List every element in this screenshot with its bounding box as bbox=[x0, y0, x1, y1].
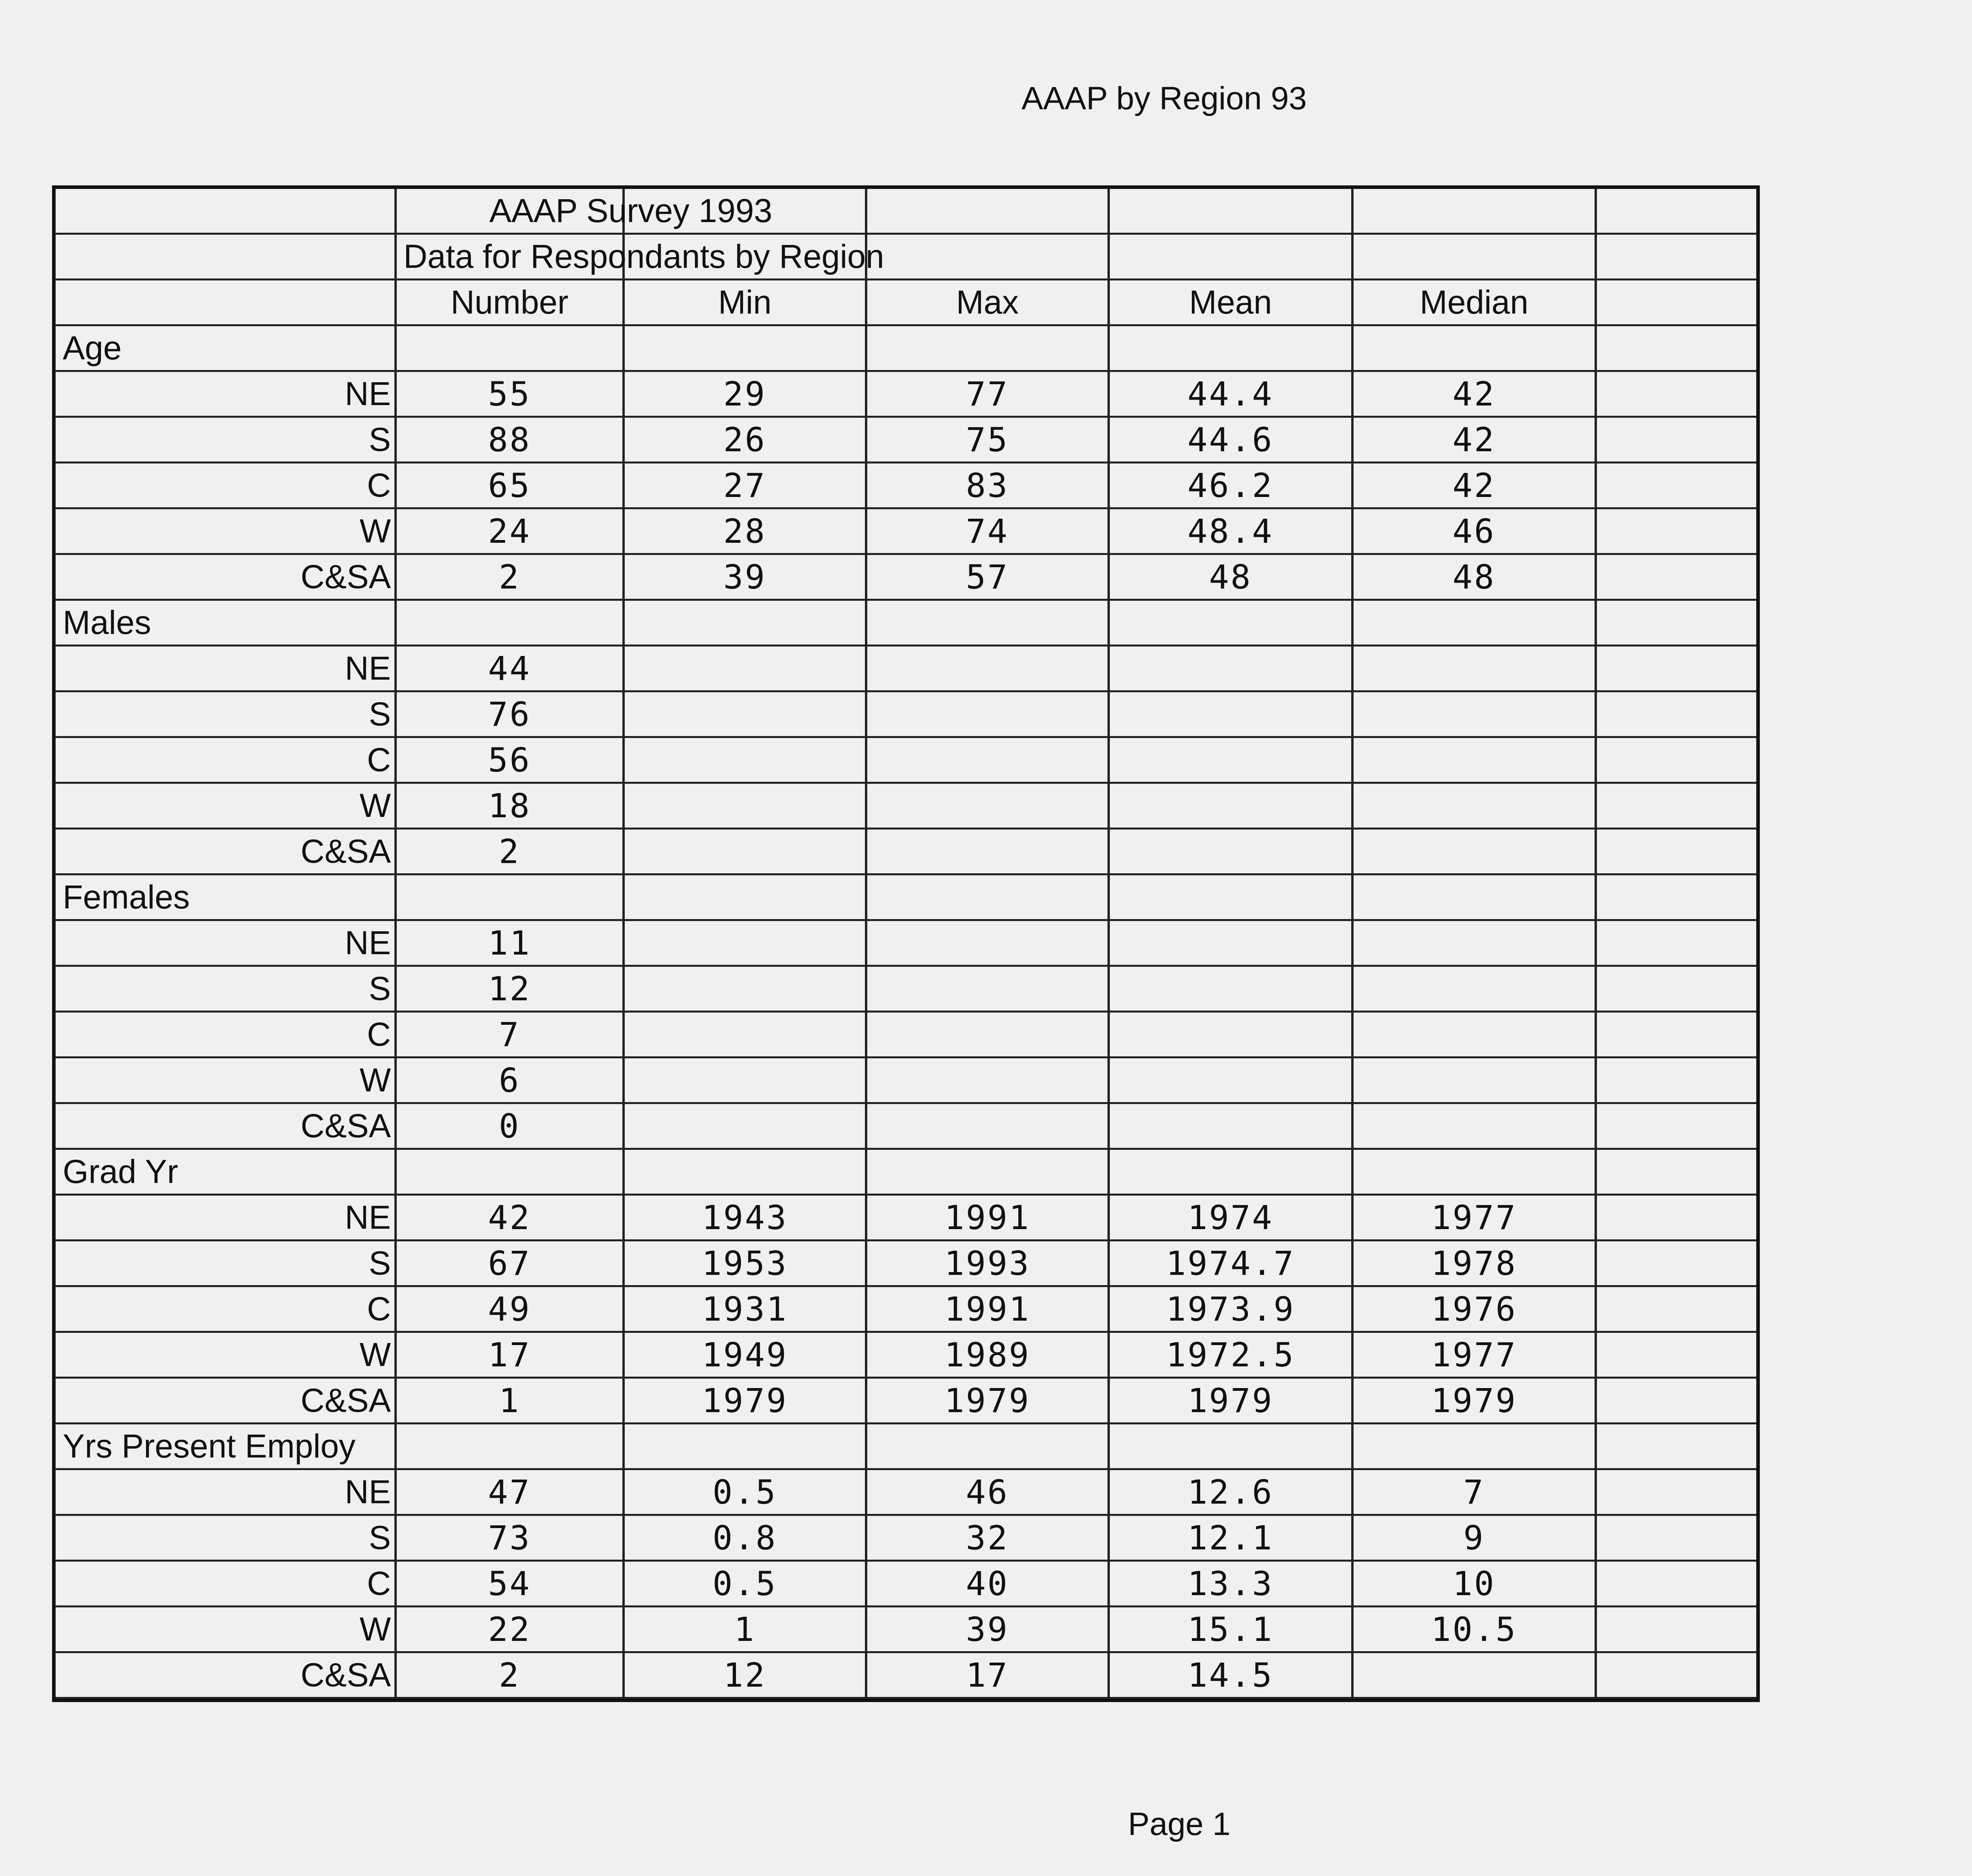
data-cell: 44.4 bbox=[1187, 374, 1274, 413]
region-label: C&SA bbox=[301, 1107, 391, 1144]
data-cell: 15.1 bbox=[1187, 1610, 1274, 1649]
data-cell bbox=[1352, 647, 1596, 690]
table-row bbox=[56, 1607, 1756, 1653]
data-cell bbox=[1352, 1104, 1596, 1148]
data-cell bbox=[866, 921, 1109, 965]
data-cell: 1949 bbox=[702, 1335, 788, 1374]
data-cell: 1976 bbox=[1431, 1289, 1517, 1329]
data-cell bbox=[1109, 738, 1352, 782]
caption-row bbox=[56, 189, 1756, 235]
data-cell bbox=[1109, 692, 1352, 736]
region-label: C&SA bbox=[301, 1382, 391, 1419]
data-cell: 39 bbox=[965, 1610, 1009, 1649]
data-cell: 6 bbox=[499, 1061, 521, 1100]
data-cell: 22 bbox=[488, 1610, 531, 1649]
data-cell: 0 bbox=[499, 1106, 521, 1145]
data-cell: 55 bbox=[488, 374, 531, 413]
data-cell bbox=[1352, 1058, 1596, 1102]
column-header: Mean bbox=[1189, 284, 1272, 321]
column-header: Max bbox=[956, 284, 1019, 321]
column-header: Median bbox=[1419, 284, 1529, 321]
data-cell: 26 bbox=[723, 420, 767, 459]
table-row bbox=[56, 1470, 1756, 1516]
region-label: W bbox=[359, 1061, 391, 1099]
data-cell: 1974.7 bbox=[1166, 1244, 1295, 1283]
data-cell: 2 bbox=[499, 557, 521, 596]
data-cell bbox=[1109, 830, 1352, 873]
data-cell: 1979 bbox=[702, 1381, 788, 1420]
table-row bbox=[56, 784, 1756, 830]
data-cell: 1977 bbox=[1431, 1335, 1517, 1374]
data-cell bbox=[624, 1058, 866, 1102]
region-label: W bbox=[359, 787, 391, 824]
section-label: Males bbox=[63, 604, 151, 641]
data-cell: 1978 bbox=[1431, 1244, 1517, 1283]
data-cell: 42 bbox=[1452, 420, 1496, 459]
data-cell bbox=[624, 921, 866, 965]
section-row bbox=[56, 1150, 1756, 1196]
data-cell bbox=[866, 1013, 1109, 1056]
data-cell bbox=[1352, 830, 1596, 873]
table-row bbox=[56, 1516, 1756, 1562]
region-label: S bbox=[368, 695, 391, 732]
data-cell: 14.5 bbox=[1187, 1656, 1274, 1695]
data-cell: 7 bbox=[499, 1015, 521, 1054]
data-cell bbox=[624, 1104, 866, 1148]
data-cell bbox=[1352, 921, 1596, 965]
data-cell: 42 bbox=[488, 1198, 531, 1237]
data-cell: 10 bbox=[1452, 1564, 1496, 1603]
data-cell: 56 bbox=[488, 740, 531, 779]
data-cell: 46.2 bbox=[1187, 466, 1274, 505]
data-cell: 2 bbox=[499, 832, 521, 871]
data-cell: 47 bbox=[488, 1472, 531, 1512]
data-cell: 1991 bbox=[944, 1198, 1031, 1237]
data-cell: 39 bbox=[723, 557, 767, 596]
table-caption: AAAP Survey 1993 bbox=[489, 192, 773, 229]
data-cell: 1 bbox=[734, 1610, 756, 1649]
data-cell: 27 bbox=[723, 466, 767, 505]
data-cell bbox=[1109, 1104, 1352, 1148]
region-label: C&SA bbox=[301, 1656, 391, 1693]
data-cell: 12.1 bbox=[1187, 1518, 1274, 1557]
data-cell: 48 bbox=[1209, 557, 1252, 596]
column-header-row bbox=[56, 280, 1756, 326]
data-cell: 1973.9 bbox=[1166, 1289, 1295, 1329]
data-cell: 1979 bbox=[1431, 1381, 1517, 1420]
data-cell: 2 bbox=[499, 1656, 521, 1695]
page-title: AAAP by Region 93 bbox=[1021, 80, 1307, 116]
data-cell bbox=[866, 967, 1109, 1011]
data-cell: 44 bbox=[488, 649, 531, 688]
data-cell bbox=[1109, 1013, 1352, 1056]
data-cell: 65 bbox=[488, 466, 531, 505]
section-label: Yrs Present Employ bbox=[63, 1428, 356, 1465]
data-cell bbox=[624, 738, 866, 782]
table-row bbox=[56, 1196, 1756, 1241]
data-cell: 0.5 bbox=[712, 1472, 777, 1512]
survey-table bbox=[52, 185, 1760, 1702]
data-cell bbox=[1109, 1058, 1352, 1102]
data-cell: 1953 bbox=[702, 1244, 788, 1283]
data-cell: 67 bbox=[488, 1244, 531, 1283]
section-label: Females bbox=[63, 878, 190, 916]
data-cell bbox=[624, 692, 866, 736]
table-row bbox=[56, 1379, 1756, 1424]
data-cell: 40 bbox=[965, 1564, 1009, 1603]
table-row bbox=[56, 1653, 1756, 1699]
data-cell: 48 bbox=[1452, 557, 1496, 596]
table-row bbox=[56, 647, 1756, 692]
data-cell bbox=[866, 1104, 1109, 1148]
data-cell bbox=[1352, 1013, 1596, 1056]
table-row bbox=[56, 1333, 1756, 1379]
data-cell: 1989 bbox=[944, 1335, 1031, 1374]
data-cell: 42 bbox=[1452, 466, 1496, 505]
data-cell: 1977 bbox=[1431, 1198, 1517, 1237]
data-cell: 46 bbox=[1452, 512, 1496, 551]
table-row bbox=[56, 1287, 1756, 1333]
data-cell: 13.3 bbox=[1187, 1564, 1274, 1603]
data-cell: 17 bbox=[965, 1656, 1009, 1695]
region-label: NE bbox=[345, 924, 391, 961]
data-cell: 11 bbox=[488, 923, 531, 962]
region-label: S bbox=[368, 1519, 391, 1556]
data-cell: 1972.5 bbox=[1166, 1335, 1295, 1374]
data-cell: 12.6 bbox=[1187, 1472, 1274, 1512]
data-cell: 18 bbox=[488, 786, 531, 825]
region-label: S bbox=[368, 421, 391, 458]
table-row bbox=[56, 372, 1756, 418]
data-cell bbox=[866, 1058, 1109, 1102]
table-row bbox=[56, 967, 1756, 1013]
data-cell bbox=[866, 784, 1109, 828]
data-cell: 32 bbox=[965, 1518, 1009, 1557]
data-cell: 0.8 bbox=[712, 1518, 777, 1557]
data-cell bbox=[624, 784, 866, 828]
region-label: C&SA bbox=[301, 833, 391, 870]
data-cell: 44.6 bbox=[1187, 420, 1274, 459]
table-row bbox=[56, 1104, 1756, 1150]
table-row bbox=[56, 1058, 1756, 1104]
data-cell bbox=[624, 647, 866, 690]
data-cell bbox=[866, 692, 1109, 736]
region-label: NE bbox=[345, 650, 391, 687]
data-cell bbox=[866, 738, 1109, 782]
section-row bbox=[56, 326, 1756, 372]
data-cell: 1931 bbox=[702, 1289, 788, 1329]
data-cell: 12 bbox=[488, 969, 531, 1008]
data-cell: 74 bbox=[965, 512, 1009, 551]
region-label: C bbox=[367, 467, 391, 504]
table-row bbox=[56, 692, 1756, 738]
table-row bbox=[56, 418, 1756, 463]
region-label: NE bbox=[345, 375, 391, 412]
subcaption-row bbox=[56, 235, 1756, 280]
data-cell bbox=[624, 830, 866, 873]
data-cell bbox=[1109, 647, 1352, 690]
data-cell bbox=[866, 830, 1109, 873]
data-cell bbox=[1109, 967, 1352, 1011]
data-cell: 83 bbox=[965, 466, 1009, 505]
data-cell: 42 bbox=[1452, 374, 1496, 413]
data-cell bbox=[624, 1013, 866, 1056]
data-cell: 1993 bbox=[944, 1244, 1031, 1283]
data-cell: 54 bbox=[488, 1564, 531, 1603]
table-row bbox=[56, 921, 1756, 967]
data-cell: 75 bbox=[965, 420, 1009, 459]
region-label: NE bbox=[345, 1199, 391, 1236]
region-label: W bbox=[359, 1611, 391, 1648]
table-row bbox=[56, 738, 1756, 784]
table-row bbox=[56, 1562, 1756, 1607]
data-cell: 28 bbox=[723, 512, 767, 551]
region-label: W bbox=[359, 1336, 391, 1373]
section-row bbox=[56, 875, 1756, 921]
data-cell bbox=[1352, 1653, 1596, 1697]
table-row bbox=[56, 555, 1756, 601]
data-cell: 1991 bbox=[944, 1289, 1031, 1329]
table-subcaption: Data for Respondants by Region bbox=[403, 238, 884, 275]
data-cell: 1943 bbox=[702, 1198, 788, 1237]
region-label: W bbox=[359, 512, 391, 549]
region-label: C bbox=[367, 1016, 391, 1053]
data-cell bbox=[1352, 738, 1596, 782]
table-row bbox=[56, 463, 1756, 509]
region-label: C&SA bbox=[301, 558, 391, 595]
data-cell: 9 bbox=[1463, 1518, 1485, 1557]
column-header: Number bbox=[450, 284, 569, 321]
data-cell: 46 bbox=[965, 1472, 1009, 1512]
data-cell: 1979 bbox=[944, 1381, 1031, 1420]
data-cell: 76 bbox=[488, 695, 531, 734]
data-cell: 88 bbox=[488, 420, 531, 459]
data-cell: 77 bbox=[965, 374, 1009, 413]
region-label: C bbox=[367, 1290, 391, 1327]
table-row bbox=[56, 1013, 1756, 1058]
data-cell: 10.5 bbox=[1431, 1610, 1517, 1649]
section-label: Grad Yr bbox=[63, 1153, 178, 1190]
data-cell: 73 bbox=[488, 1518, 531, 1557]
data-cell: 57 bbox=[965, 557, 1009, 596]
data-cell bbox=[1352, 692, 1596, 736]
data-cell bbox=[1352, 967, 1596, 1011]
data-cell: 24 bbox=[488, 512, 531, 551]
region-label: S bbox=[368, 970, 391, 1007]
data-cell: 48.4 bbox=[1187, 512, 1274, 551]
data-cell bbox=[866, 647, 1109, 690]
data-cell: 0.5 bbox=[712, 1564, 777, 1603]
region-label: C bbox=[367, 1565, 391, 1602]
data-cell: 1 bbox=[499, 1381, 521, 1420]
data-cell bbox=[1109, 784, 1352, 828]
data-cell: 49 bbox=[488, 1289, 531, 1329]
data-cell bbox=[1109, 921, 1352, 965]
data-cell: 1974 bbox=[1187, 1198, 1274, 1237]
section-label: Age bbox=[63, 329, 122, 366]
data-cell: 29 bbox=[723, 374, 767, 413]
table-row bbox=[56, 509, 1756, 555]
section-row bbox=[56, 601, 1756, 647]
region-label: S bbox=[368, 1244, 391, 1282]
data-cell: 12 bbox=[723, 1656, 767, 1695]
region-label: C bbox=[367, 741, 391, 778]
data-cell: 1979 bbox=[1187, 1381, 1274, 1420]
column-header: Min bbox=[718, 284, 772, 321]
table-row bbox=[56, 1241, 1756, 1287]
page-number: Page 1 bbox=[1128, 1806, 1231, 1842]
data-cell bbox=[1352, 784, 1596, 828]
section-row bbox=[56, 1424, 1756, 1470]
region-label: NE bbox=[345, 1473, 391, 1510]
data-cell bbox=[624, 967, 866, 1011]
table-row bbox=[56, 830, 1756, 875]
data-cell: 7 bbox=[1463, 1472, 1485, 1512]
data-cell: 17 bbox=[488, 1335, 531, 1374]
